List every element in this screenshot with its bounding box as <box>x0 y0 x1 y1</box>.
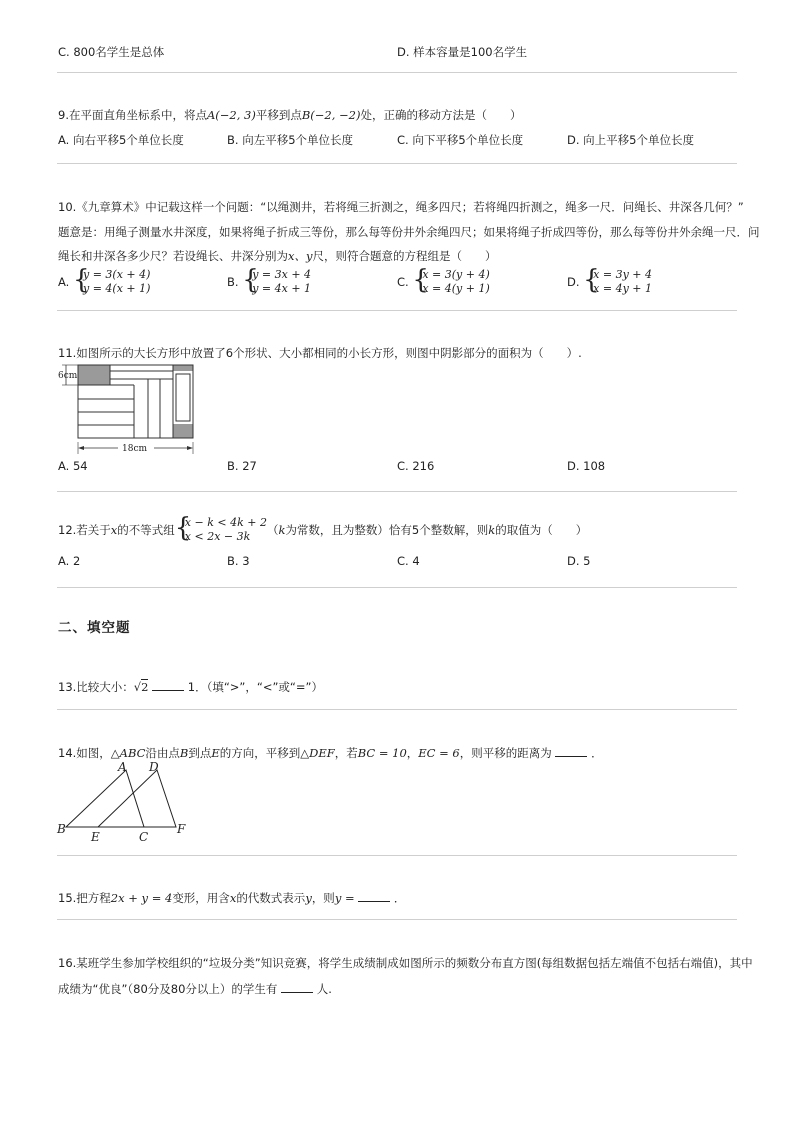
q13-answer-blank[interactable] <box>152 678 184 691</box>
q9-option-c[interactable]: C. 向下平移5个单位长度 <box>397 133 524 147</box>
q12-text: 的不等式组 <box>117 523 175 537</box>
q9-stem-text: 平移到点 <box>255 108 302 122</box>
equation: x = 4y + 1 <box>593 282 653 295</box>
q11-option-b[interactable]: B. 27 <box>227 459 257 473</box>
q9-option-b[interactable]: B. 向左平移5个单位长度 <box>227 133 354 147</box>
q12-option-b[interactable]: B. 3 <box>227 554 250 568</box>
q14-stem <box>58 744 603 761</box>
divider <box>57 310 737 311</box>
label-b: B <box>57 822 66 836</box>
q12-option-c[interactable]: C. 4 <box>397 554 420 568</box>
inequality: x < 2x − 3k <box>184 530 251 543</box>
q15-answer-blank[interactable] <box>358 889 390 902</box>
q14-text: 沿由点 <box>145 746 180 760</box>
divider <box>57 72 737 73</box>
inequality: x − k < 4k + 2 <box>184 516 267 529</box>
equation: x = 3y + 4 <box>593 268 653 281</box>
q10-option-a[interactable] <box>58 265 151 296</box>
divider <box>57 163 737 164</box>
q10-option-d[interactable] <box>567 265 653 296</box>
brace-icon: { <box>72 265 90 295</box>
q15-equation: 2x + y = 4 <box>110 891 173 905</box>
shaded-region <box>173 424 193 438</box>
q9-point-a: A(−2, 3) <box>206 108 256 122</box>
divider <box>57 491 737 492</box>
q9-stem-text: 9.在平面直角坐标系中，将点 <box>58 108 207 122</box>
q15-y-equals: y = <box>334 891 355 905</box>
q8-option-c: C. 800名学生是总体 <box>58 45 165 59</box>
q14-point: E <box>211 746 220 760</box>
q10-vars: x、y <box>288 249 313 263</box>
triangle-abc <box>66 770 144 827</box>
q14-answer-blank[interactable] <box>555 744 587 757</box>
sqrt-expression: √2 <box>133 680 149 694</box>
triangle-def <box>98 770 176 827</box>
option-label: B. <box>227 275 239 289</box>
width-label: 18cm <box>122 444 148 454</box>
q11-option-d[interactable]: D. 108 <box>567 459 606 473</box>
q10-option-c[interactable] <box>397 265 490 296</box>
sqrt-number: 2 <box>141 680 149 694</box>
q13-text: 1．（填“>”，“<”或“=”） <box>187 680 323 694</box>
q14-triangle: △DEF <box>300 746 335 760</box>
q12-text: 的取值为（ ） <box>495 523 588 537</box>
brace-icon: { <box>583 265 600 295</box>
label-e: E <box>91 830 100 844</box>
brace-icon: { <box>242 265 259 295</box>
shaded-region <box>78 365 110 385</box>
q10-option-b[interactable] <box>227 265 312 296</box>
q12-option-d[interactable]: D. 5 <box>567 554 591 568</box>
q15-text: 15.把方程 <box>58 891 111 905</box>
q16-line1: 16.某班学生参加学校组织的“垃圾分类”知识竞赛，将学生成绩制成如图所示的频数分布直方图(每组数据包括左端值不包括右端值)，其中 <box>58 956 753 970</box>
divider <box>57 587 737 588</box>
height-label: 6cm <box>58 371 78 381</box>
q12-text: （ <box>266 523 279 537</box>
q13-stem <box>58 678 323 695</box>
q14-condition: EC = 6 <box>418 746 460 760</box>
option-label: C. <box>397 275 409 289</box>
option-label: A. <box>58 275 70 289</box>
q13-text: 13.比较大小： <box>58 680 134 694</box>
divider <box>57 709 737 710</box>
q15-var: y <box>305 891 312 905</box>
q8-option-d: D. 样本容量是100名学生 <box>397 45 528 59</box>
q16-line2 <box>58 980 332 997</box>
q10-line3 <box>58 248 496 264</box>
q12-text: 12.若关于 <box>58 523 111 537</box>
equation-system <box>412 265 490 296</box>
equation: y = 3(x + 4) <box>82 268 151 281</box>
q16-text: 人. <box>316 982 332 996</box>
q14-text: ，若 <box>334 746 358 760</box>
q10-line1: 10.《九章算术》中记载这样一个问题：“以绳测井，若将绳三折测之，绳多四尺；若将绳四折测之，绳多一尺．问绳长、井深各几何？” <box>58 200 744 214</box>
q12-option-a[interactable]: A. 2 <box>58 554 81 568</box>
label-a: A <box>118 760 127 774</box>
inequality-system <box>174 513 267 544</box>
equation: y = 4(x + 1) <box>82 282 151 295</box>
brace-icon: { <box>174 513 192 543</box>
q9-option-d[interactable]: D. 向上平移5个单位长度 <box>567 133 694 147</box>
equation: x = 3(y + 4) <box>422 268 490 281</box>
q14-point: B <box>179 746 189 760</box>
shaded-region <box>173 365 193 371</box>
q14-text: 14.如图， <box>58 746 111 760</box>
q12-var: k <box>488 523 496 537</box>
q16-answer-blank[interactable] <box>281 980 313 993</box>
q15-stem <box>58 889 405 906</box>
q15-var: x <box>229 891 237 905</box>
q11-stem: 11.如图所示的大长方形中放置了6个形状、大小都相同的小长方形，则图中阴影部分的面积为（ ）. <box>58 346 582 360</box>
q10-line2: 题意是：用绳子测量水井深度，如果将绳子折成三等份，那么每等份井外余绳四尺；如果将绳子折成四等份，那么每等份井外余绳一尺．问 <box>58 225 760 239</box>
q9-point-b: B(−2, −2) <box>301 108 361 122</box>
q9-stem <box>58 107 521 123</box>
q10-line3-text: 绳长和井深各多少尺？若设绳长、井深分别为 <box>58 249 288 263</box>
equation-system <box>583 265 653 296</box>
q14-condition: BC = 10 <box>357 746 407 760</box>
label-f: F <box>177 822 186 836</box>
section-title: 二、填空题 <box>58 620 131 636</box>
q15-text: ，则 <box>311 891 335 905</box>
q15-text: ． <box>393 891 406 905</box>
q14-triangle-figure <box>56 760 196 848</box>
q9-option-a[interactable]: A. 向右平移5个单位长度 <box>58 133 184 147</box>
q14-text: ． <box>591 746 603 760</box>
q11-option-a[interactable]: A. 54 <box>58 459 88 473</box>
q11-option-c[interactable]: C. 216 <box>397 459 435 473</box>
q14-text: ，则平移的距离为 <box>459 746 552 760</box>
q9-stem-text: 处，正确的移动方法是（ ） <box>360 108 522 122</box>
q10-line3-text: 尺，则符合题意的方程组是（ ） <box>312 249 497 263</box>
q12-stem <box>58 513 588 544</box>
q16-text: 成绩为“优良”（80分及80分以上）的学生有 <box>58 982 278 996</box>
q12-text: 为常数，且为整数）恰有5个整数解，则 <box>285 523 489 537</box>
label-c: C <box>139 830 149 844</box>
q12-var: k <box>278 523 286 537</box>
equation: x = 4(y + 1) <box>422 282 490 295</box>
label-d: D <box>149 760 159 774</box>
equation-system <box>72 265 151 296</box>
q11-rectangle-figure <box>56 362 198 458</box>
equation-system <box>242 265 312 296</box>
q14-text: 到点 <box>188 746 212 760</box>
option-label: D. <box>567 275 580 289</box>
divider <box>57 919 737 920</box>
q15-text: 变形，用含 <box>172 891 230 905</box>
q14-triangle: △ABC <box>110 746 146 760</box>
q14-text: 的方向，平移到 <box>219 746 301 760</box>
divider <box>57 855 737 856</box>
q12-var: x <box>110 523 118 537</box>
equation: y = 4x + 1 <box>252 282 312 295</box>
equation: y = 3x + 4 <box>252 268 312 281</box>
brace-icon: { <box>412 265 429 295</box>
q14-text: ， <box>406 746 419 760</box>
q15-text: 的代数式表示 <box>236 891 306 905</box>
